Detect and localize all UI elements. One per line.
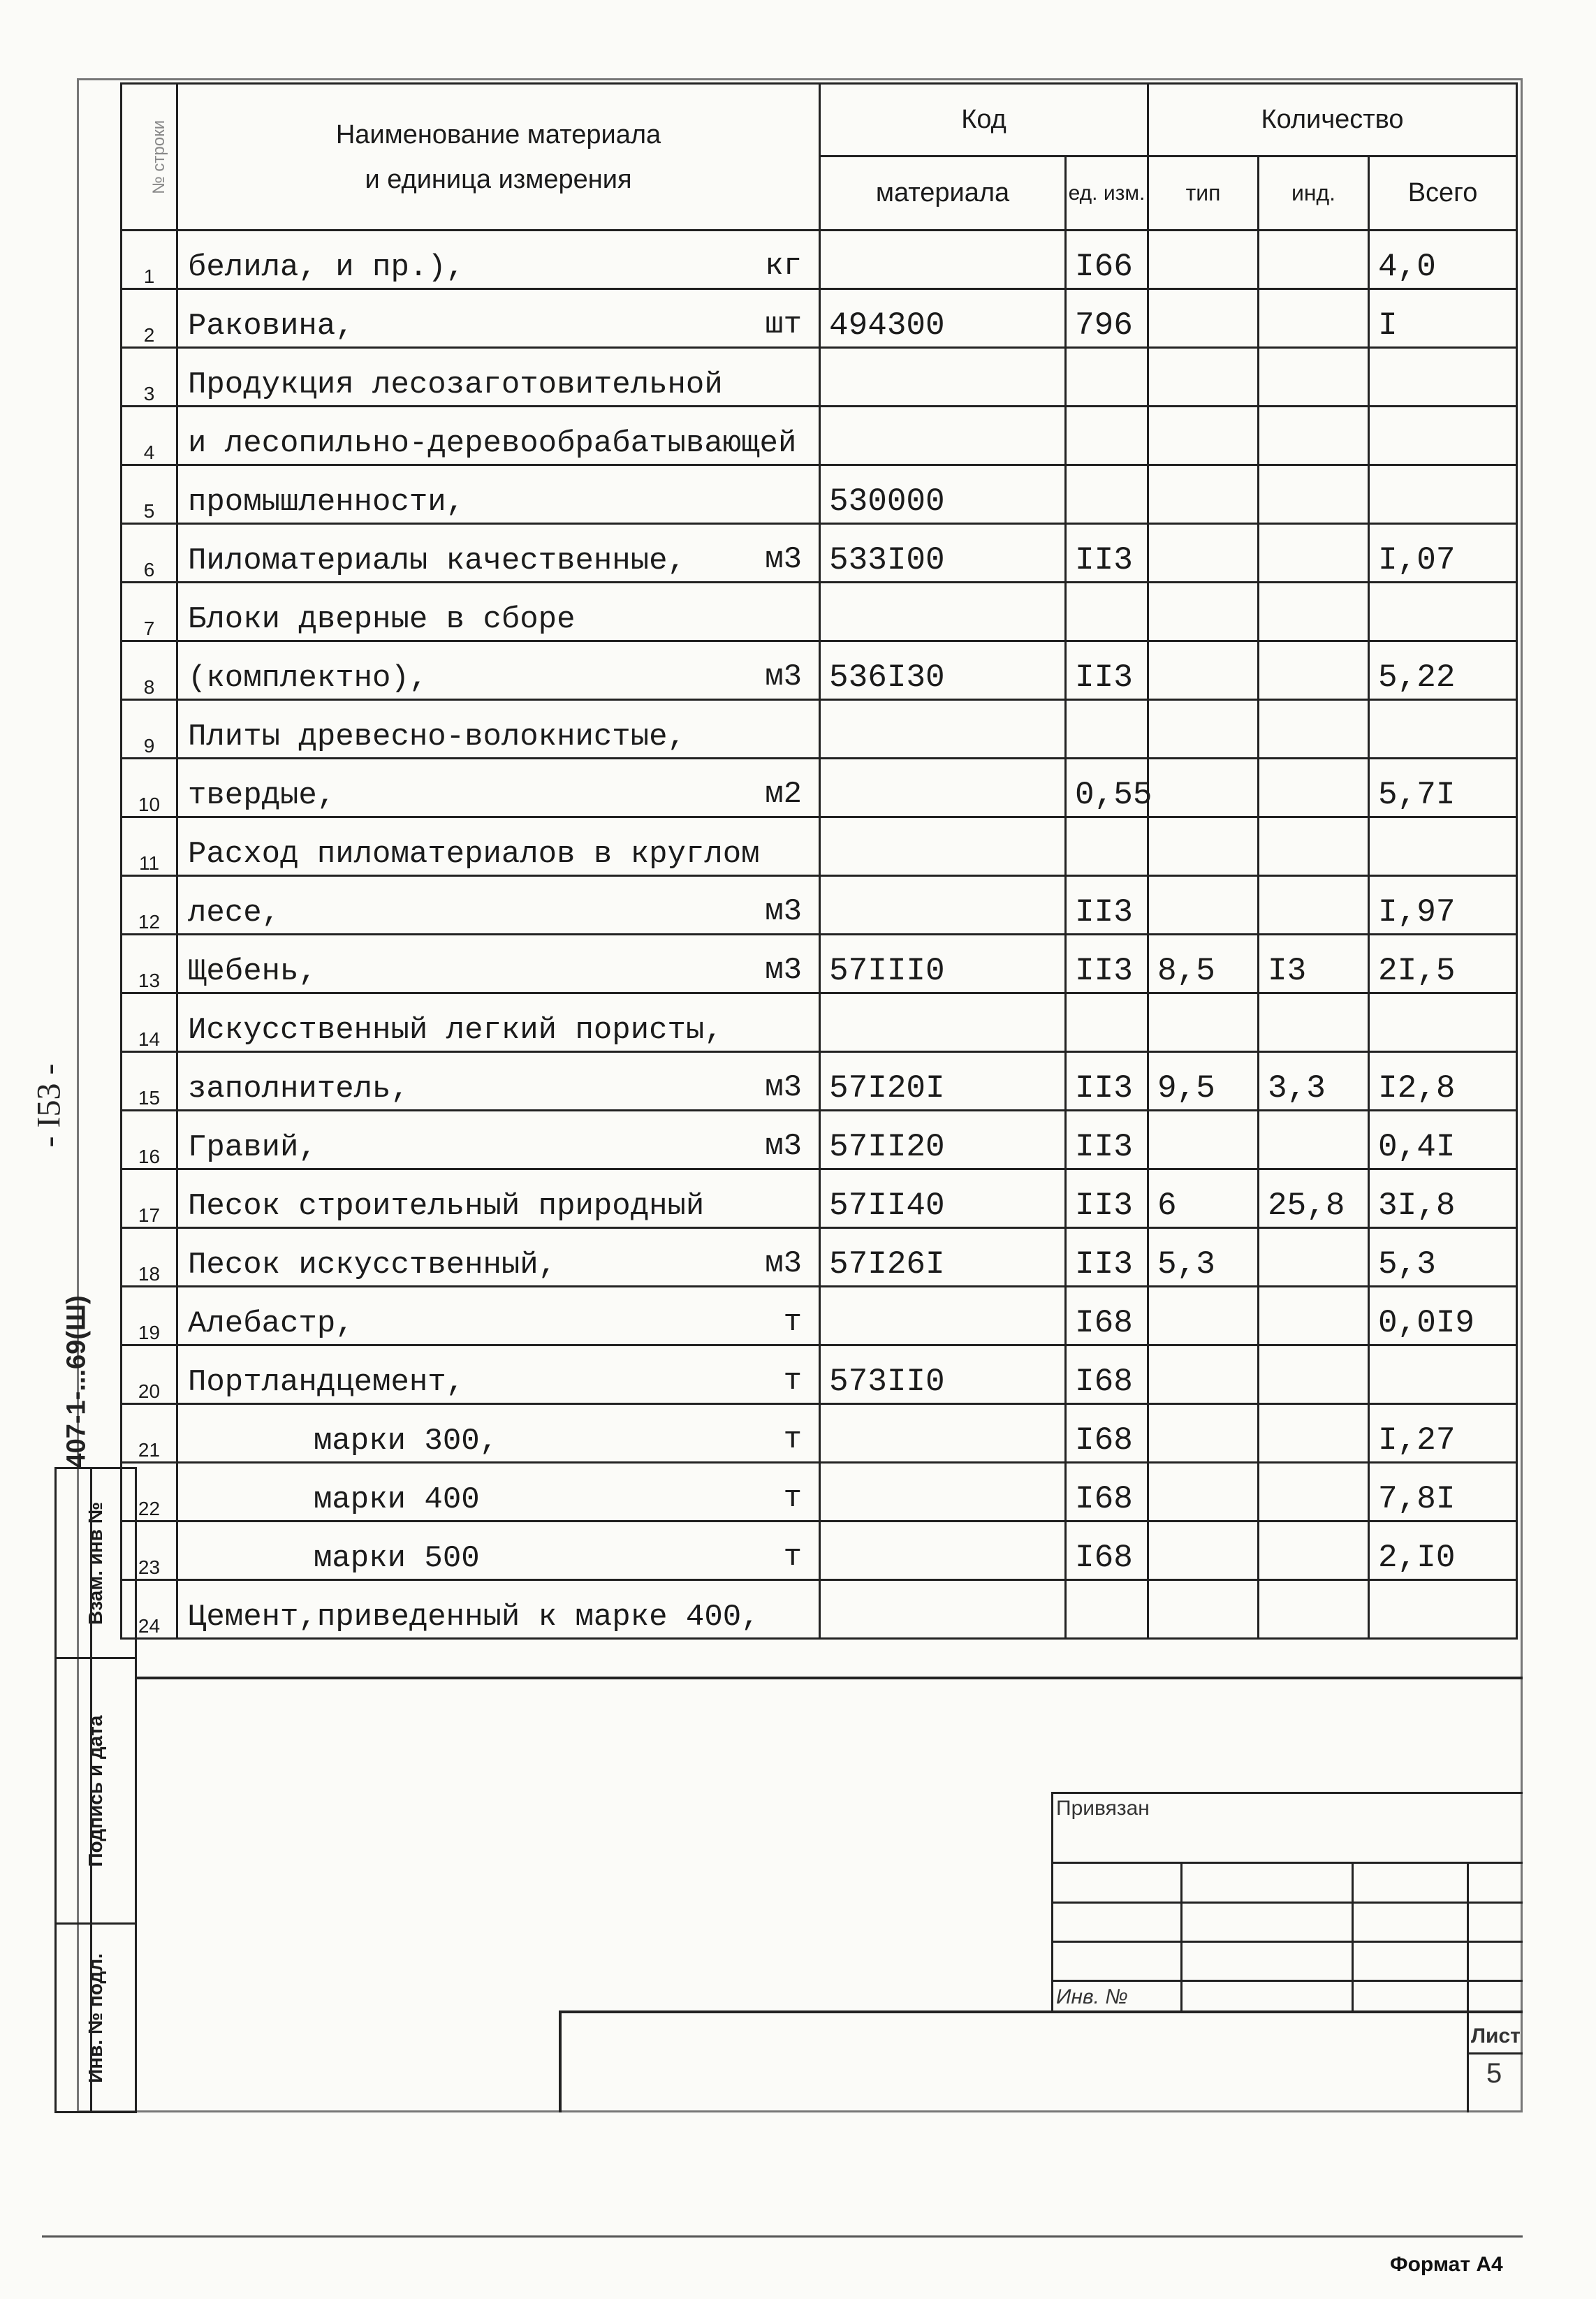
material-code <box>820 700 1066 759</box>
material-code <box>820 993 1066 1052</box>
row-number: 21 <box>122 1404 177 1463</box>
quantity-type <box>1148 348 1259 407</box>
quantity-total: I,27 <box>1369 1404 1517 1463</box>
row-number: 6 <box>122 524 177 583</box>
document-code: 407-1-...69(Ш) <box>61 1295 91 1468</box>
vzam-inv-field <box>90 1469 92 1657</box>
material-name <box>177 1521 820 1580</box>
material-code: 57II40 <box>820 1169 1066 1228</box>
row-number: 20 <box>122 1345 177 1404</box>
row-number: 9 <box>122 700 177 759</box>
table-row <box>122 1463 1517 1521</box>
material-name <box>177 1169 820 1228</box>
material-name <box>177 1463 820 1521</box>
row-number: 15 <box>122 1052 177 1111</box>
material-name <box>177 935 820 993</box>
unit-of-measure: м3 <box>765 1129 802 1164</box>
signature-date-band <box>54 1659 137 1925</box>
quantity-total <box>1369 407 1517 465</box>
quantity-total: 0,0I9 <box>1369 1287 1517 1345</box>
quantity-type: 9,5 <box>1148 1052 1259 1111</box>
material-name <box>177 759 820 817</box>
material-name-text: марки 500 <box>314 1541 480 1576</box>
name-header-line1: Наименование материала <box>335 119 661 149</box>
material-name-text: (комплектно), <box>188 661 428 696</box>
material-name-text: Портландцемент, <box>188 1365 465 1400</box>
material-name-text: Продукция лесозаготовительной <box>188 367 723 402</box>
ind-header: инд. <box>1259 156 1369 231</box>
material-code <box>820 1521 1066 1580</box>
unit-code: I68 <box>1066 1287 1148 1345</box>
material-code-header: материала <box>820 156 1066 231</box>
quantity-type <box>1148 1287 1259 1345</box>
quantity-total <box>1369 1345 1517 1404</box>
material-name <box>177 524 820 583</box>
quantity-ind <box>1259 231 1369 289</box>
row-number: 12 <box>122 876 177 935</box>
unit-of-measure: шт <box>765 307 802 342</box>
material-name-text: Песок строительный природный <box>188 1189 705 1224</box>
quantity-total: 2I,5 <box>1369 935 1517 993</box>
material-name <box>177 289 820 348</box>
material-code <box>820 407 1066 465</box>
material-name-text: марки 300, <box>314 1424 499 1459</box>
unit-code <box>1066 993 1148 1052</box>
unit-code: 0,55 <box>1066 759 1148 817</box>
row-number: 2 <box>122 289 177 348</box>
quantity-total: 5,7I <box>1369 759 1517 817</box>
row-number: 16 <box>122 1111 177 1169</box>
material-code <box>820 231 1066 289</box>
name-column-header <box>177 84 820 231</box>
unit-code: II3 <box>1066 1228 1148 1287</box>
material-code: 57II20 <box>820 1111 1066 1169</box>
material-name <box>177 1404 820 1463</box>
sheet-label: Лист <box>1471 2024 1521 2048</box>
quantity-type <box>1148 231 1259 289</box>
quantity-total: 7,8I <box>1369 1463 1517 1521</box>
quantity-ind <box>1259 1463 1369 1521</box>
quantity-total: I2,8 <box>1369 1052 1517 1111</box>
quantity-ind <box>1259 583 1369 641</box>
table-row <box>122 583 1517 641</box>
unit-code: II3 <box>1066 876 1148 935</box>
quantity-total <box>1369 993 1517 1052</box>
material-code <box>820 1404 1066 1463</box>
quantity-ind <box>1259 348 1369 407</box>
type-header: тип <box>1148 156 1259 231</box>
quantity-ind <box>1259 759 1369 817</box>
unit-code <box>1066 1580 1148 1639</box>
row-number: 19 <box>122 1287 177 1345</box>
unit-of-measure: кг <box>765 249 802 284</box>
quantity-total <box>1369 817 1517 876</box>
material-code: 57III0 <box>820 935 1066 993</box>
table-row <box>122 407 1517 465</box>
row-number-header: № строки <box>122 84 177 231</box>
quantity-ind <box>1259 1287 1369 1345</box>
material-name-text: промышленности, <box>188 485 465 520</box>
quantity-type <box>1148 407 1259 465</box>
quantity-total: 3I,8 <box>1369 1169 1517 1228</box>
material-code <box>820 759 1066 817</box>
unit-code: II3 <box>1066 1111 1148 1169</box>
material-name <box>177 465 820 524</box>
quantity-ind <box>1259 1521 1369 1580</box>
material-name-text: Расход пиломатериалов в круглом <box>188 837 760 872</box>
sheet-number: 5 <box>1486 2058 1502 2089</box>
quantity-total <box>1369 348 1517 407</box>
unit-of-measure: т <box>783 1540 802 1575</box>
quantity-total: I <box>1369 289 1517 348</box>
unit-code: I68 <box>1066 1345 1148 1404</box>
materials-table <box>120 82 1518 1640</box>
material-name-text: и лесопильно-деревообрабатывающей <box>188 426 797 461</box>
quantity-ind <box>1259 1111 1369 1169</box>
quantity-type: 6 <box>1148 1169 1259 1228</box>
quantity-total <box>1369 583 1517 641</box>
table-row <box>122 1111 1517 1169</box>
quantity-type <box>1148 465 1259 524</box>
quantity-ind <box>1259 876 1369 935</box>
total-header: Всего <box>1369 156 1517 231</box>
vzam-inv-band <box>54 1467 137 1659</box>
quantity-type <box>1148 876 1259 935</box>
material-name <box>177 700 820 759</box>
unit-code <box>1066 700 1148 759</box>
unit-code: I66 <box>1066 231 1148 289</box>
material-code: 494300 <box>820 289 1066 348</box>
quantity-ind <box>1259 465 1369 524</box>
material-name <box>177 348 820 407</box>
table-row <box>122 348 1517 407</box>
material-name-text: твердые, <box>188 778 336 813</box>
format-label: Формат А4 <box>1390 2253 1503 2276</box>
material-name-text: Алебастр, <box>188 1306 354 1341</box>
table-bottom-line <box>137 1677 1523 1679</box>
material-name <box>177 641 820 700</box>
material-name <box>177 993 820 1052</box>
row-number: 10 <box>122 759 177 817</box>
unit-of-measure: т <box>783 1481 802 1516</box>
material-code: 57I20I <box>820 1052 1066 1111</box>
material-name-text: заполнитель, <box>188 1072 409 1107</box>
material-name <box>177 1228 820 1287</box>
quantity-type <box>1148 1580 1259 1639</box>
material-name-text: Цемент,приведенный к марке 400, <box>188 1600 760 1635</box>
row-number: 3 <box>122 348 177 407</box>
unit-code: I68 <box>1066 1463 1148 1521</box>
row-number: 4 <box>122 407 177 465</box>
material-code <box>820 1287 1066 1345</box>
material-code: 536I30 <box>820 641 1066 700</box>
quantity-total <box>1369 465 1517 524</box>
row-number: 8 <box>122 641 177 700</box>
table-row <box>122 876 1517 935</box>
quantity-ind <box>1259 1345 1369 1404</box>
table-row <box>122 1404 1517 1463</box>
table-row <box>122 1169 1517 1228</box>
row-number: 23 <box>122 1521 177 1580</box>
quantity-ind <box>1259 1228 1369 1287</box>
row-number: 7 <box>122 583 177 641</box>
quantity-ind: I3 <box>1259 935 1369 993</box>
unit-of-measure: м3 <box>765 894 802 929</box>
material-code <box>820 817 1066 876</box>
table-row <box>122 1228 1517 1287</box>
unit-code: II3 <box>1066 641 1148 700</box>
unit-of-measure: м3 <box>765 1246 802 1281</box>
quantity-type <box>1148 1463 1259 1521</box>
quantity-ind <box>1259 993 1369 1052</box>
unit-code <box>1066 348 1148 407</box>
material-code <box>820 876 1066 935</box>
table-row <box>122 1345 1517 1404</box>
unit-of-measure: т <box>783 1422 802 1457</box>
material-name-text: Гравий, <box>188 1130 317 1165</box>
unit-code: II3 <box>1066 1052 1148 1111</box>
material-name <box>177 1287 820 1345</box>
material-name <box>177 1111 820 1169</box>
quantity-total: 5,3 <box>1369 1228 1517 1287</box>
row-number: 5 <box>122 465 177 524</box>
material-name-text: Пиломатериалы качественные, <box>188 543 686 578</box>
quantity-ind: 3,3 <box>1259 1052 1369 1111</box>
privyazan-label: Привязан <box>1056 1797 1150 1820</box>
material-code <box>820 348 1066 407</box>
material-code <box>820 1463 1066 1521</box>
unit-code <box>1066 465 1148 524</box>
unit-code: 796 <box>1066 289 1148 348</box>
table-row <box>122 935 1517 993</box>
inv-podl-band <box>54 1925 137 2113</box>
quantity-total <box>1369 700 1517 759</box>
material-name <box>177 583 820 641</box>
material-code: 530000 <box>820 465 1066 524</box>
material-name <box>177 1052 820 1111</box>
unit-code: I68 <box>1066 1521 1148 1580</box>
row-number: 13 <box>122 935 177 993</box>
quantity-total: 5,22 <box>1369 641 1517 700</box>
unit-of-measure: м3 <box>765 1070 802 1105</box>
vzam-inv-label: Взам. инв № <box>85 1501 106 1625</box>
table-row <box>122 1580 1517 1639</box>
quantity-total: 4,0 <box>1369 231 1517 289</box>
unit-code: I68 <box>1066 1404 1148 1463</box>
unit-code: II3 <box>1066 524 1148 583</box>
material-code: 533I00 <box>820 524 1066 583</box>
material-name-text: Щебень, <box>188 954 317 989</box>
inv-podl-label: Инв. № подл. <box>85 1953 106 2083</box>
row-number: 14 <box>122 993 177 1052</box>
table-row <box>122 524 1517 583</box>
row-number: 1 <box>122 231 177 289</box>
unit-of-measure: м3 <box>765 542 802 577</box>
quantity-type <box>1148 993 1259 1052</box>
quantity-ind <box>1259 641 1369 700</box>
material-name-text: Искусственный легкий пористы, <box>188 1013 723 1048</box>
unit-code <box>1066 407 1148 465</box>
quantity-type: 5,3 <box>1148 1228 1259 1287</box>
material-name-text: марки 400 <box>314 1482 480 1517</box>
table-row <box>122 759 1517 817</box>
table-row <box>122 817 1517 876</box>
unit-of-measure: м2 <box>765 777 802 812</box>
material-name <box>177 231 820 289</box>
quantity-total: 0,4I <box>1369 1111 1517 1169</box>
unit-code <box>1066 583 1148 641</box>
table-row <box>122 641 1517 700</box>
quantity-type <box>1148 1404 1259 1463</box>
code-group-header: Код <box>820 84 1148 156</box>
material-name-text: Песок искусственный, <box>188 1248 557 1283</box>
quantity-ind: 25,8 <box>1259 1169 1369 1228</box>
row-number: 11 <box>122 817 177 876</box>
table-row <box>122 465 1517 524</box>
table-row <box>122 1521 1517 1580</box>
quantity-total: I,07 <box>1369 524 1517 583</box>
name-header-line2: и единица измерения <box>365 164 632 194</box>
quantity-type <box>1148 1521 1259 1580</box>
table-row <box>122 1052 1517 1111</box>
row-number: 18 <box>122 1228 177 1287</box>
row-number: 24 <box>122 1580 177 1639</box>
quantity-ind <box>1259 1404 1369 1463</box>
table-row <box>122 231 1517 289</box>
page-number-marker: - I53 - <box>30 1063 68 1148</box>
material-name <box>177 407 820 465</box>
quantity-type <box>1148 700 1259 759</box>
table-row <box>122 289 1517 348</box>
unit-of-measure: м3 <box>765 953 802 988</box>
quantity-ind <box>1259 1580 1369 1639</box>
quantity-ind <box>1259 817 1369 876</box>
material-name <box>177 817 820 876</box>
row-number: 17 <box>122 1169 177 1228</box>
quantity-type <box>1148 817 1259 876</box>
material-name <box>177 1345 820 1404</box>
unit-of-measure: т <box>783 1305 802 1340</box>
quantity-type <box>1148 1111 1259 1169</box>
inv-no-label: Инв. № <box>1056 1985 1128 2008</box>
unit-code-header: ед. изм. <box>1066 156 1148 231</box>
quantity-total: I,97 <box>1369 876 1517 935</box>
quantity-type <box>1148 1345 1259 1404</box>
material-name-text: Плиты древесно-волокнистые, <box>188 720 686 754</box>
quantity-ind <box>1259 700 1369 759</box>
quantity-type <box>1148 641 1259 700</box>
bottom-rule <box>42 2235 1523 2238</box>
unit-code <box>1066 817 1148 876</box>
quantity-total <box>1369 1580 1517 1639</box>
unit-of-measure: м3 <box>765 659 802 694</box>
quantity-ind <box>1259 407 1369 465</box>
material-code <box>820 583 1066 641</box>
quantity-type <box>1148 524 1259 583</box>
table-row <box>122 700 1517 759</box>
material-name-text: Блоки дверные в сборе <box>188 602 576 637</box>
material-name-text: белила, и пр.), <box>188 250 465 285</box>
table-row <box>122 1287 1517 1345</box>
signature-date-field <box>90 1659 92 1922</box>
material-code: 57I26I <box>820 1228 1066 1287</box>
quantity-type: 8,5 <box>1148 935 1259 993</box>
quantity-type <box>1148 583 1259 641</box>
material-name-text: Раковина, <box>188 309 354 344</box>
unit-code: II3 <box>1066 1169 1148 1228</box>
material-name <box>177 876 820 935</box>
material-name <box>177 1580 820 1639</box>
material-name-text: лесе, <box>188 896 281 930</box>
row-number: 22 <box>122 1463 177 1521</box>
unit-code: II3 <box>1066 935 1148 993</box>
material-code <box>820 1580 1066 1639</box>
quantity-type <box>1148 289 1259 348</box>
inv-podl-field <box>90 1925 92 2111</box>
material-code: 573II0 <box>820 1345 1066 1404</box>
quantity-group-header: Количество <box>1148 84 1517 156</box>
quantity-ind <box>1259 289 1369 348</box>
quantity-ind <box>1259 524 1369 583</box>
quantity-type <box>1148 759 1259 817</box>
quantity-total: 2,I0 <box>1369 1521 1517 1580</box>
unit-of-measure: т <box>783 1364 802 1399</box>
table-row <box>122 993 1517 1052</box>
signature-date-label: Подпись и дата <box>85 1715 106 1867</box>
